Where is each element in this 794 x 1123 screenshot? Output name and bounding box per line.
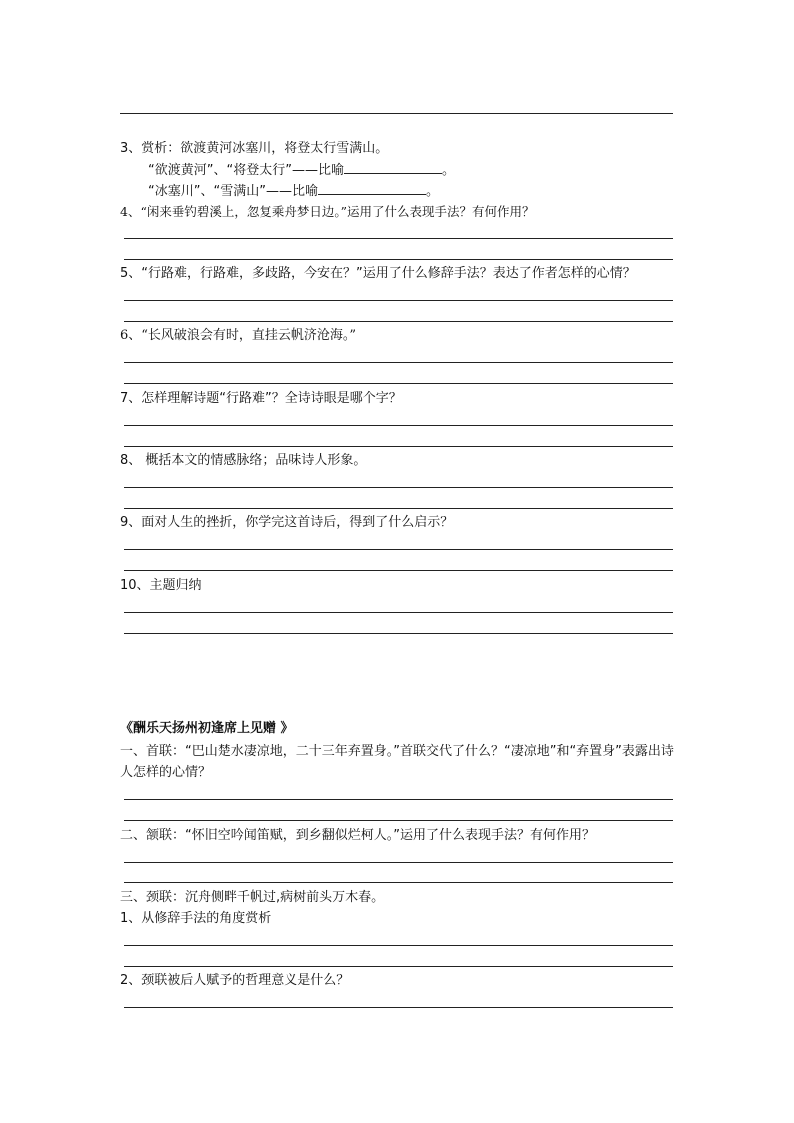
poem-question-2: 二、颔联：“怀旧空吟闻笛赋，到乡翻似烂柯人。”运用了什么表现手法？有何作用？ [120,828,595,843]
question-7: 7、怎样理解诗题“行路难”？全诗诗眼是哪个字？ [120,391,402,406]
answer-line [124,1007,673,1008]
question-3-line-2 [148,182,439,201]
answer-line [124,508,673,509]
question-3-line-2-text: “冰塞川”、“雪满山”——比喻 [148,184,318,199]
poem-title: 《酬乐天扬州初逢席上见赠 》 [120,721,294,736]
punct: 。 [425,184,439,199]
question-5: 5、“行路难，行路难，多歧路，今安在？”运用了什么修辞手法？表达了作者怎样的心情？ [120,266,636,281]
answer-line [124,612,673,613]
question-6: 6、“长风破浪会有时，直挂云帆济沧海。” [120,328,357,343]
answer-line [124,882,673,883]
answer-line [124,966,673,967]
answer-line [124,549,673,550]
answer-line [124,799,673,800]
answer-line [124,487,673,488]
question-3-line-1-text: “欲渡黄河”、“将登太行”——比喻 [148,163,344,178]
answer-line [124,633,673,634]
question-9: 9、面对人生的挫折，你学完这首诗后，得到了什么启示？ [120,515,454,530]
question-8: 8、 概括本文的情感脉络；品味诗人形象。 [120,453,367,468]
answer-line [124,238,673,239]
answer-line [124,446,673,447]
answer-line [124,820,673,821]
question-3-line-1 [148,161,455,180]
punct: 。 [441,163,455,178]
answer-line [124,300,673,301]
answer-line [124,259,673,260]
answer-line [124,945,673,946]
question-10: 10、主题归纳 [120,578,202,593]
question-3: 3、赏析：欲渡黄河冰塞川，将登太行雪满山。 [120,141,389,156]
answer-line [124,425,673,426]
poem-question-3: 三、颈联：沉舟侧畔千帆过,病树前头万木春。 [120,890,385,905]
answer-line [124,362,673,363]
answer-line [124,321,673,322]
poem-question-3-2: 2、颈联被后人赋予的哲理意义是什么？ [120,973,350,988]
poem-question-1: 一、首联：“巴山楚水凄凉地，二十三年弃置身。”首联交代了什么？“凄凉地”和“弃置身”表露出诗人怎样的心情？ [120,744,674,780]
poem-question-3-1: 1、从修辞手法的角度赏析 [120,911,272,926]
answer-line [120,113,673,114]
fill-blank-1[interactable] [344,161,442,174]
answer-line [124,862,673,863]
fill-blank-2[interactable] [318,182,426,195]
question-4: 4、“闲来垂钓碧溪上，忽复乘舟梦日边。”运用了什么表现手法？有何作用？ [120,204,535,219]
answer-line [124,570,673,571]
answer-line [124,383,673,384]
